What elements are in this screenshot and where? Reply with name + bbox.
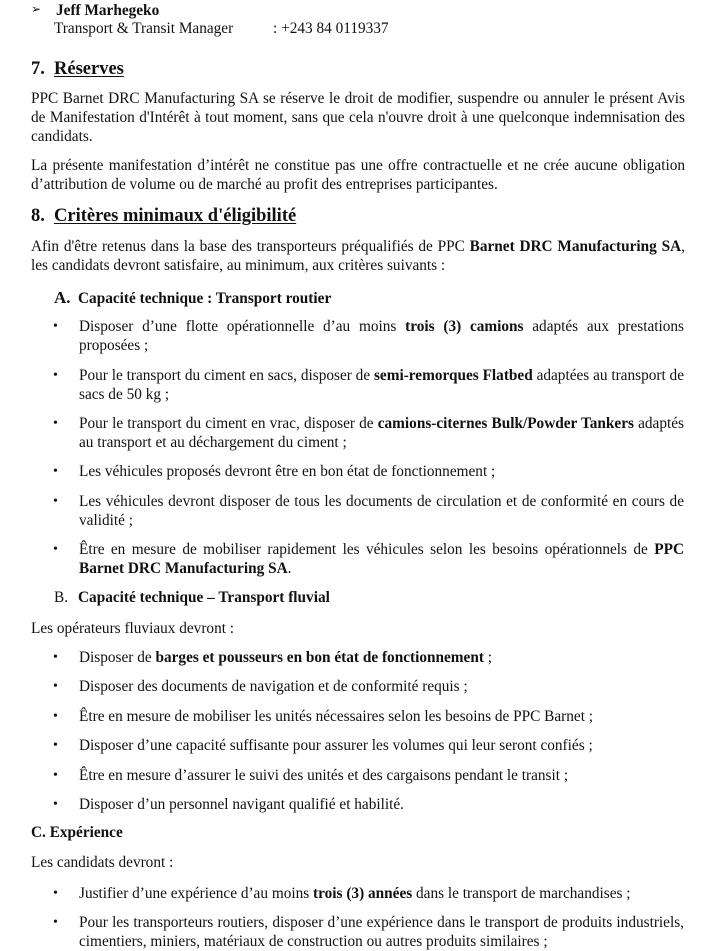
list-item-bold: trois (3) années	[313, 885, 413, 902]
contact-phone: : +243 84 0119337	[273, 20, 389, 37]
list-item-text: Les véhicules devront disposer de tous les documents de circulation et de conformité en cours de validité ;	[79, 493, 684, 529]
bullet-dot-icon: •	[53, 886, 58, 901]
list-item-text: adaptés aux prestations proposées ;	[79, 318, 685, 354]
list-item	[79, 462, 684, 481]
list-item-text: adaptées au transport de sacs de 50 kg ;	[79, 367, 684, 403]
list-item-text: Être en mesure de mobiliser les unités nécessaires selon les besoins de PPC Barnet ;	[79, 708, 594, 725]
list-item	[79, 707, 684, 726]
bullet-dot-icon: •	[53, 679, 58, 694]
section-7-paragraph-1: PPC Barnet DRC Manufacturing SA se réserve le droit de modifier, suspendre ou annuler le présent Avis de Manifestation d'Intérêt à tout moment, sans que cela n'ouvre droit à une quelconque indemnisation des candidats.	[31, 90, 685, 145]
section-title: Critères minimaux d'éligibilité	[54, 206, 297, 226]
list-item-text: Disposer d’un personnel navigant qualifié et habilité.	[79, 796, 404, 813]
bullet-dot-icon: •	[53, 797, 58, 812]
list-item-text: Disposer d’une flotte opérationnelle d’au moins	[79, 318, 406, 335]
section-7-paragraph-2: La présente manifestation d’intérêt ne constitue pas une offre contractuelle et ne crée aucune obligation d’attribution de volume ou de marché au profit des entreprises participantes.	[31, 157, 685, 193]
bullet-dot-icon: •	[53, 368, 58, 383]
list-item	[79, 366, 684, 404]
list-item-text: adaptés au transport et au déchargement du ciment ;	[79, 415, 684, 451]
list-item	[79, 317, 684, 355]
bullet-dot-icon: •	[53, 650, 58, 665]
subsection-title: Capacité technique – Transport fluvial	[78, 589, 330, 606]
list-item	[79, 736, 684, 755]
list-item-bold: barges et pousseurs en bon état de fonctionnement	[155, 649, 484, 666]
arrow-bullet-icon: ➢	[31, 2, 42, 16]
list-item-text: Disposer des documents de navigation et de conformité requis ;	[79, 678, 468, 695]
list-item-text: .	[287, 560, 292, 577]
bullet-dot-icon: •	[53, 494, 58, 509]
list-item-bold: camions-citernes Bulk/Powder Tankers	[377, 415, 634, 432]
bullet-dot-icon: •	[53, 915, 58, 930]
list-item-text: Pour le transport du ciment en vrac, disposer de	[79, 415, 378, 432]
bullet-dot-icon: •	[53, 709, 58, 724]
contact-name: Jeff Marhegeko	[56, 2, 160, 19]
subsection-c-heading: C. Expérience	[31, 824, 123, 841]
subsection-b-intro: Les opérateurs fluviaux devront :	[31, 620, 235, 637]
list-item-text: ;	[483, 649, 493, 666]
list-item	[79, 492, 684, 530]
intro-bold: Barnet DRC Manufacturing SA	[469, 238, 682, 255]
list-item	[79, 677, 684, 696]
bullet-dot-icon: •	[53, 738, 58, 753]
intro-text: Afin d'être retenus dans la base des transporteurs préqualifiés de PPC	[31, 238, 470, 255]
list-item	[79, 795, 684, 814]
list-item	[79, 913, 684, 951]
list-item-bold: semi-remorques Flatbed	[373, 367, 533, 384]
bullet-dot-icon: •	[53, 464, 58, 479]
section-7-heading	[31, 58, 124, 80]
list-item	[79, 540, 684, 578]
list-item	[79, 414, 684, 452]
list-item-text: Disposer d’une capacité suffisante pour assurer les volumes qui leur seront confiés ;	[79, 737, 593, 754]
intro-text: , les candidats devront satisfaire, au minimum, aux critères suivants :	[31, 238, 685, 274]
list-item-text: Justifier d’une expérience d’au moins	[79, 885, 314, 902]
list-item-text: Pour le transport du ciment en sacs, disposer de	[79, 367, 374, 384]
section-number: 8.	[31, 206, 45, 226]
subsection-a-heading	[54, 288, 331, 308]
list-item-text: Être en mesure d’assurer le suivi des unités et des cargaisons pendant le transit ;	[79, 767, 569, 784]
list-item-bold: PPC Barnet DRC Manufacturing SA	[79, 541, 684, 577]
bullet-dot-icon: •	[53, 542, 58, 557]
list-item-text: Disposer de	[79, 649, 156, 666]
subsection-letter: B.	[54, 589, 69, 606]
list-item-text: Être en mesure de mobiliser rapidement les véhicules selon les besoins opérationnels de	[79, 541, 655, 558]
subsection-letter: A.	[54, 288, 71, 307]
section-8-intro	[31, 237, 685, 275]
bullet-dot-icon: •	[53, 319, 58, 334]
section-number: 7.	[31, 59, 45, 79]
list-item	[79, 648, 684, 667]
list-item-text: Pour les transporteurs routiers, disposer d’une expérience dans le transport de produits industriels, cimentiers, miniers, matériaux de construction ou autres produits similaires ;	[79, 914, 684, 950]
bullet-dot-icon: •	[53, 416, 58, 431]
section-8-heading	[31, 205, 296, 227]
list-item	[79, 884, 684, 903]
list-item-text: dans le transport de marchandises ;	[412, 885, 631, 902]
section-title: Réserves	[54, 59, 124, 79]
list-item	[79, 766, 684, 785]
contact-role: Transport & Transit Manager	[54, 20, 234, 37]
list-item-bold: trois (3) camions	[405, 318, 524, 335]
subsection-title: Capacité technique : Transport routier	[78, 290, 332, 307]
subsection-b-heading	[54, 588, 330, 607]
bullet-dot-icon: •	[53, 768, 58, 783]
list-item-text: Les véhicules proposés devront être en bon état de fonctionnement ;	[79, 463, 496, 480]
subsection-c-intro: Les candidats devront :	[31, 854, 174, 871]
